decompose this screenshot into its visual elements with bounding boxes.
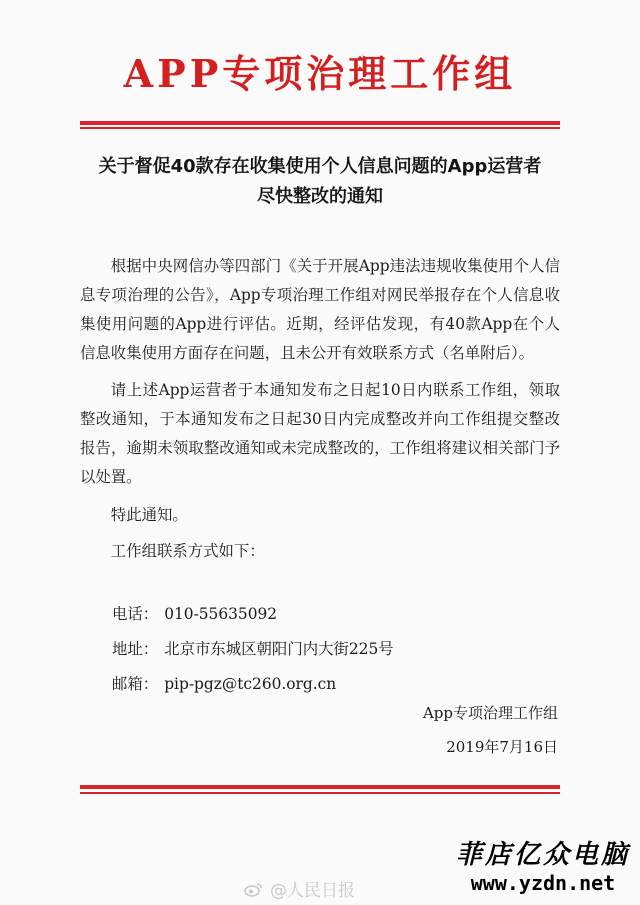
- notice-title: [60, 152, 580, 212]
- notice-title-line1: 关于督促40款存在收集使用个人信息问题的App运营者: [98, 156, 542, 177]
- phone-label: 电话：: [112, 605, 159, 623]
- body-paragraph-2: 请上述App运营者于本通知发布之日起10日内联系工作组，领取整改通知，于本通知发布之日起30日内完成整改并向工作组提交整改报告，逾期未领取整改通知或未完成整改的，工作组将建议相关部门予以处置。: [80, 381, 560, 486]
- contact-email: [112, 674, 336, 694]
- phone-value: 010-55635092: [164, 605, 278, 623]
- bottom-rule-thin: [80, 792, 560, 794]
- signature-date: 2019年7月16日: [446, 738, 558, 756]
- contact-address: [112, 639, 394, 659]
- address-value: 北京市东城区朝阳门内大街225号: [164, 640, 394, 658]
- address-label: 地址：: [112, 640, 159, 658]
- contact-phone: [112, 604, 277, 624]
- contact-intro: 工作组联系方式如下：: [110, 542, 265, 560]
- org-title-header: APP专项治理工作组: [123, 51, 517, 96]
- notice-title-line2: 尽快整改的通知: [257, 186, 383, 207]
- top-rule-thick: [80, 121, 560, 125]
- body-paragraph-3: 特此通知。: [110, 506, 188, 524]
- signature-org: App专项治理工作组: [422, 704, 558, 722]
- top-rule-thin: [80, 127, 560, 129]
- source-watermark: [244, 876, 355, 901]
- watermark-text: @人民日报: [270, 881, 355, 901]
- notice-body: [80, 252, 560, 566]
- brand-url: www.yzdn.net: [470, 871, 616, 895]
- brand-name: 菲店亿众电脑: [455, 840, 630, 870]
- bottom-rule-thick: [80, 785, 560, 789]
- email-value: pip-pgz@tc260.org.cn: [164, 675, 337, 693]
- brand-stamp: [456, 840, 630, 896]
- weibo-icon: [244, 881, 264, 897]
- body-paragraph-1: 根据中央网信办等四部门《关于开展App违法违规收集使用个人信息专项治理的公告》，App专项治理工作组对网民举报存在个人信息收集使用问题的App进行评估。近期，经评估发现，有40款App在个人信息收集使用方面存在问题，且未公开有效联系方式（名单附后）。: [80, 257, 560, 362]
- email-label: 邮箱：: [112, 675, 159, 693]
